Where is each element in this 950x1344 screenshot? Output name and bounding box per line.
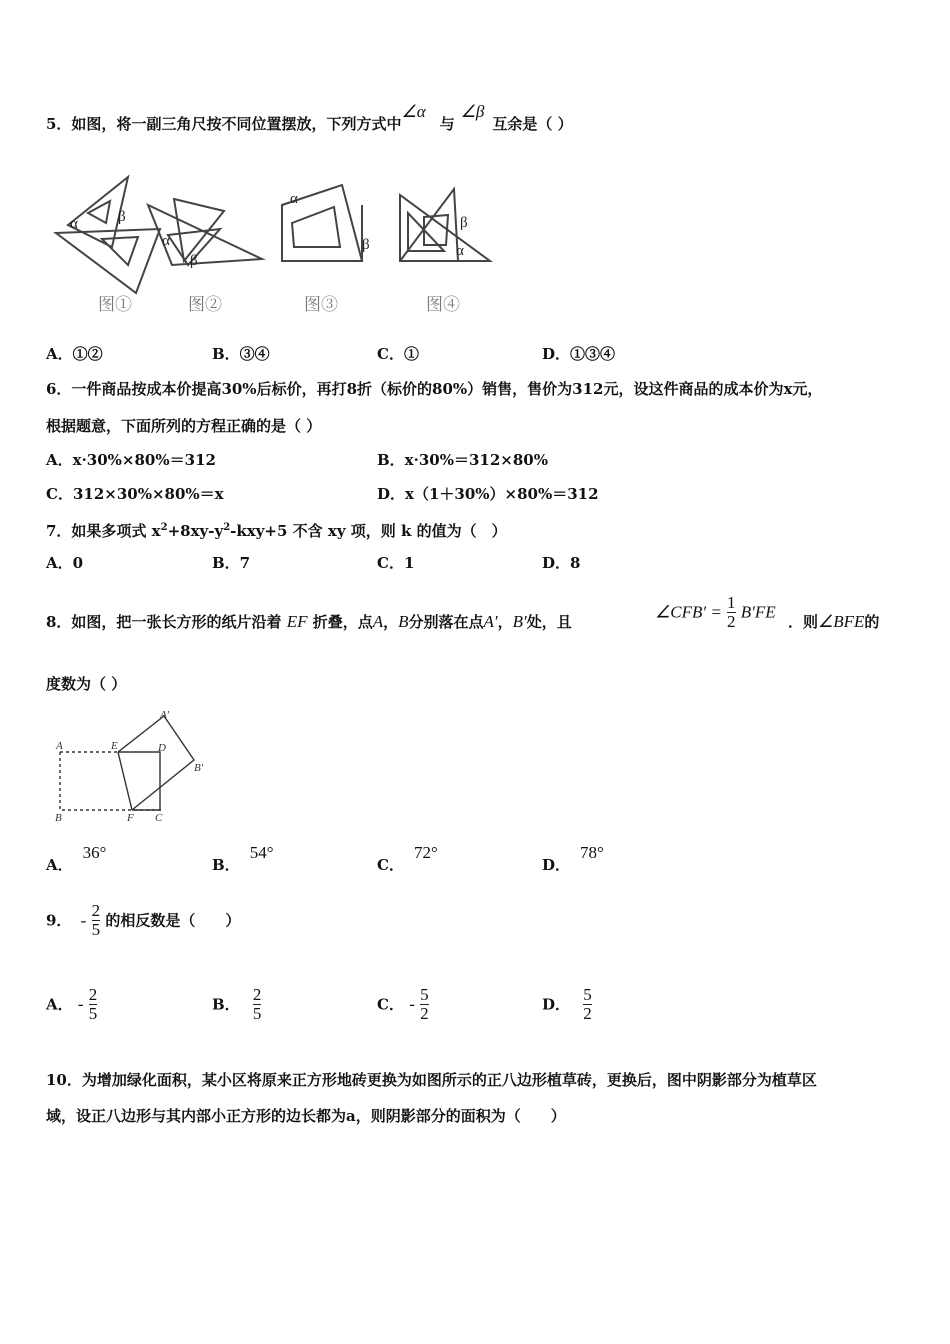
q9-stem (46, 902, 240, 939)
q9-option-a-num: 2 (88, 985, 98, 1004)
q7-option-d: D．8 (542, 554, 581, 572)
q6-option-c: C．312×30%×80%＝x (46, 485, 224, 503)
q8-stem-line2: 度数为（ ） (46, 675, 127, 693)
q8-stem-s2: 折叠，点 (312, 613, 373, 631)
q8-option-d (542, 843, 604, 875)
q5-triangle-figures (40, 165, 510, 320)
q8-label-f: F (127, 812, 134, 824)
q9-option-b-num: 2 (252, 985, 262, 1004)
q9-option-a (46, 986, 97, 1023)
q5-option-a: A．①② (46, 345, 103, 363)
q8-eq-left: ∠CFB′ = (655, 602, 722, 622)
q6-option-b: B．x·30%＝312×80% (377, 451, 548, 469)
q9-num: 2 (91, 901, 101, 920)
q5-stem-prefix: 5．如图，将一副三角尺按不同位置摆放，下列方式中 (46, 115, 402, 133)
q9-option-c-den: 2 (420, 1004, 429, 1023)
q8-option-d-letter: D． (542, 856, 571, 874)
q9-option-d-fraction (583, 986, 592, 1023)
q9-option-d-num: 5 (583, 985, 592, 1004)
q9-fraction (92, 902, 101, 939)
q8-option-d-value: 78° (580, 843, 604, 862)
q9-neg-sign: - (80, 910, 87, 930)
q9-option-d-den: 2 (583, 1004, 592, 1023)
q9-option-a-fraction (89, 986, 98, 1023)
q5-fig-label-3: 图③ (304, 295, 338, 314)
q8-math-bprime: B′ (512, 612, 527, 631)
q9-stem-suffix: 的相反数是（ ） (105, 911, 241, 930)
q8-option-c-value: 72° (413, 843, 438, 862)
q7-option-c: C．1 (377, 554, 415, 572)
q5-angle-alpha: ∠α (401, 102, 426, 121)
q8-option-c-letter: C． (377, 856, 404, 874)
q9-option-b (212, 986, 261, 1023)
q8-eq-fraction (727, 594, 736, 631)
q5-option-d: D．①③④ (542, 345, 616, 363)
q7-stem-b: +8xy-y (167, 522, 224, 540)
q8-math-bfe: ∠BFE (818, 612, 865, 631)
q8-eq-right: B′FE (740, 602, 776, 622)
q10-stem-line1: 10．为增加绿化面积，某小区将原来正方形地砖更换为如图所示的正八边形植草砖，更换后，图中阴影部分为植草区 (46, 1071, 817, 1089)
q8-label-a: A (56, 740, 63, 752)
q8-label-bprime: B′ (194, 762, 204, 774)
q7-option-b: B．7 (212, 554, 251, 572)
q5-angle-beta: ∠β (460, 102, 485, 121)
q5-stem (46, 102, 573, 134)
q10-stem-line2: 域，设正八边形与其内部小正方形的边长都为a，则阴影部分的面积为（ ） (46, 1107, 566, 1125)
q5-fig3-alpha: α (290, 191, 298, 207)
q5-option-b: B．③④ (212, 345, 270, 363)
q6-stem-line2: 根据题意，下面所列的方程正确的是（ ） (46, 417, 322, 435)
q8-option-a-value: 36° (82, 843, 107, 862)
q8-equation (655, 594, 776, 631)
q5-stem-suffix: 互余是（ ） (492, 115, 573, 133)
q8-math-a: A (372, 612, 384, 631)
q5-option-c: C．① (377, 345, 419, 363)
q7-stem-a: 7．如果多项式 x (46, 522, 161, 540)
q5-fig1-beta: β (118, 209, 126, 225)
q5-fig-label-4: 图④ (426, 295, 460, 314)
q7-sup-2: 2 (223, 522, 231, 533)
q7-option-a: A．0 (46, 554, 84, 572)
q6-option-a: A．x·30%×80%＝312 (46, 451, 216, 469)
q8-stem-s5: ．则 (788, 613, 819, 631)
q9-option-d-letter: D． (542, 995, 571, 1014)
q5-fig-label-2: 图② (188, 295, 222, 314)
q8-label-c: C (155, 812, 163, 824)
q8-label-d: D (158, 742, 166, 754)
q5-fig4-beta: β (460, 215, 468, 231)
q9-den: 5 (91, 920, 101, 939)
q8-stem-s4: 处，且 (526, 613, 572, 631)
q8-option-b-letter: B． (212, 856, 240, 874)
q8-folded-rectangle-figure (48, 704, 218, 829)
q9-option-c-fraction (420, 986, 429, 1023)
q9-option-a-letter: A． (46, 995, 73, 1014)
q9-option-a-den: 5 (88, 1004, 98, 1023)
q8-stem-tail (788, 612, 879, 632)
q9-option-b-fraction (253, 986, 262, 1023)
q8-option-c (377, 843, 438, 875)
q8-stem (46, 612, 572, 632)
q8-option-a-letter: A． (46, 856, 73, 874)
q5-fig3-beta: β (362, 237, 370, 253)
q8-label-aprime: A′ (160, 709, 170, 721)
q8-comma-2: ， (497, 613, 513, 631)
q9-option-c-num: 5 (420, 985, 429, 1004)
q9-option-a-sign: - (77, 994, 84, 1014)
q8-option-b (212, 843, 274, 875)
q9-option-c-sign: - (409, 994, 415, 1014)
q8-math-ef: EF (286, 612, 308, 631)
q8-option-a (46, 843, 107, 875)
q8-option-b-value: 54° (249, 843, 274, 862)
q8-half-num: 1 (727, 593, 736, 612)
q5-stem-mid: 与 (439, 115, 455, 133)
q5-fig2-beta: β (190, 253, 198, 269)
q6-stem-line1: 6．一件商品按成本价提高30%后标价，再打8折（标价的80%）销售，售价为312元，设这件商品的成本价为x元， (46, 380, 823, 398)
q8-label-e: E (111, 740, 118, 752)
q5-fig-label-1: 图① (98, 295, 132, 314)
q8-label-b: B (55, 812, 62, 824)
q8-stem-s3: 分别落在点 (408, 613, 484, 631)
q9-option-d (542, 986, 592, 1023)
q7-sup-1: 2 (160, 522, 168, 533)
q6-option-d: D．x（1＋30%）×80%＝312 (377, 485, 599, 503)
q5-fig2-alpha: α (162, 233, 170, 249)
q7-stem (46, 518, 507, 541)
q9-prefix: 9． (46, 911, 72, 930)
q9-option-c (377, 986, 429, 1023)
q8-stem-s1: 8．如图，把一张长方形的纸片沿着 (46, 613, 282, 631)
q8-math-b: B (398, 612, 409, 631)
q8-comma-1: ， (383, 613, 399, 631)
q8-math-aprime: A′ (483, 612, 498, 631)
q8-half-den: 2 (727, 612, 736, 631)
q8-stem-s6: 的 (864, 613, 880, 631)
q9-option-b-letter: B． (212, 995, 240, 1014)
q5-fig4-alpha: α (456, 243, 464, 259)
q9-option-b-den: 5 (252, 1004, 262, 1023)
q7-stem-c: -kxy+5 不含 xy 项，则 k 的值为（ ） (230, 522, 507, 540)
q9-option-c-letter: C． (377, 995, 404, 1014)
q5-fig1-alpha: α (70, 216, 78, 232)
